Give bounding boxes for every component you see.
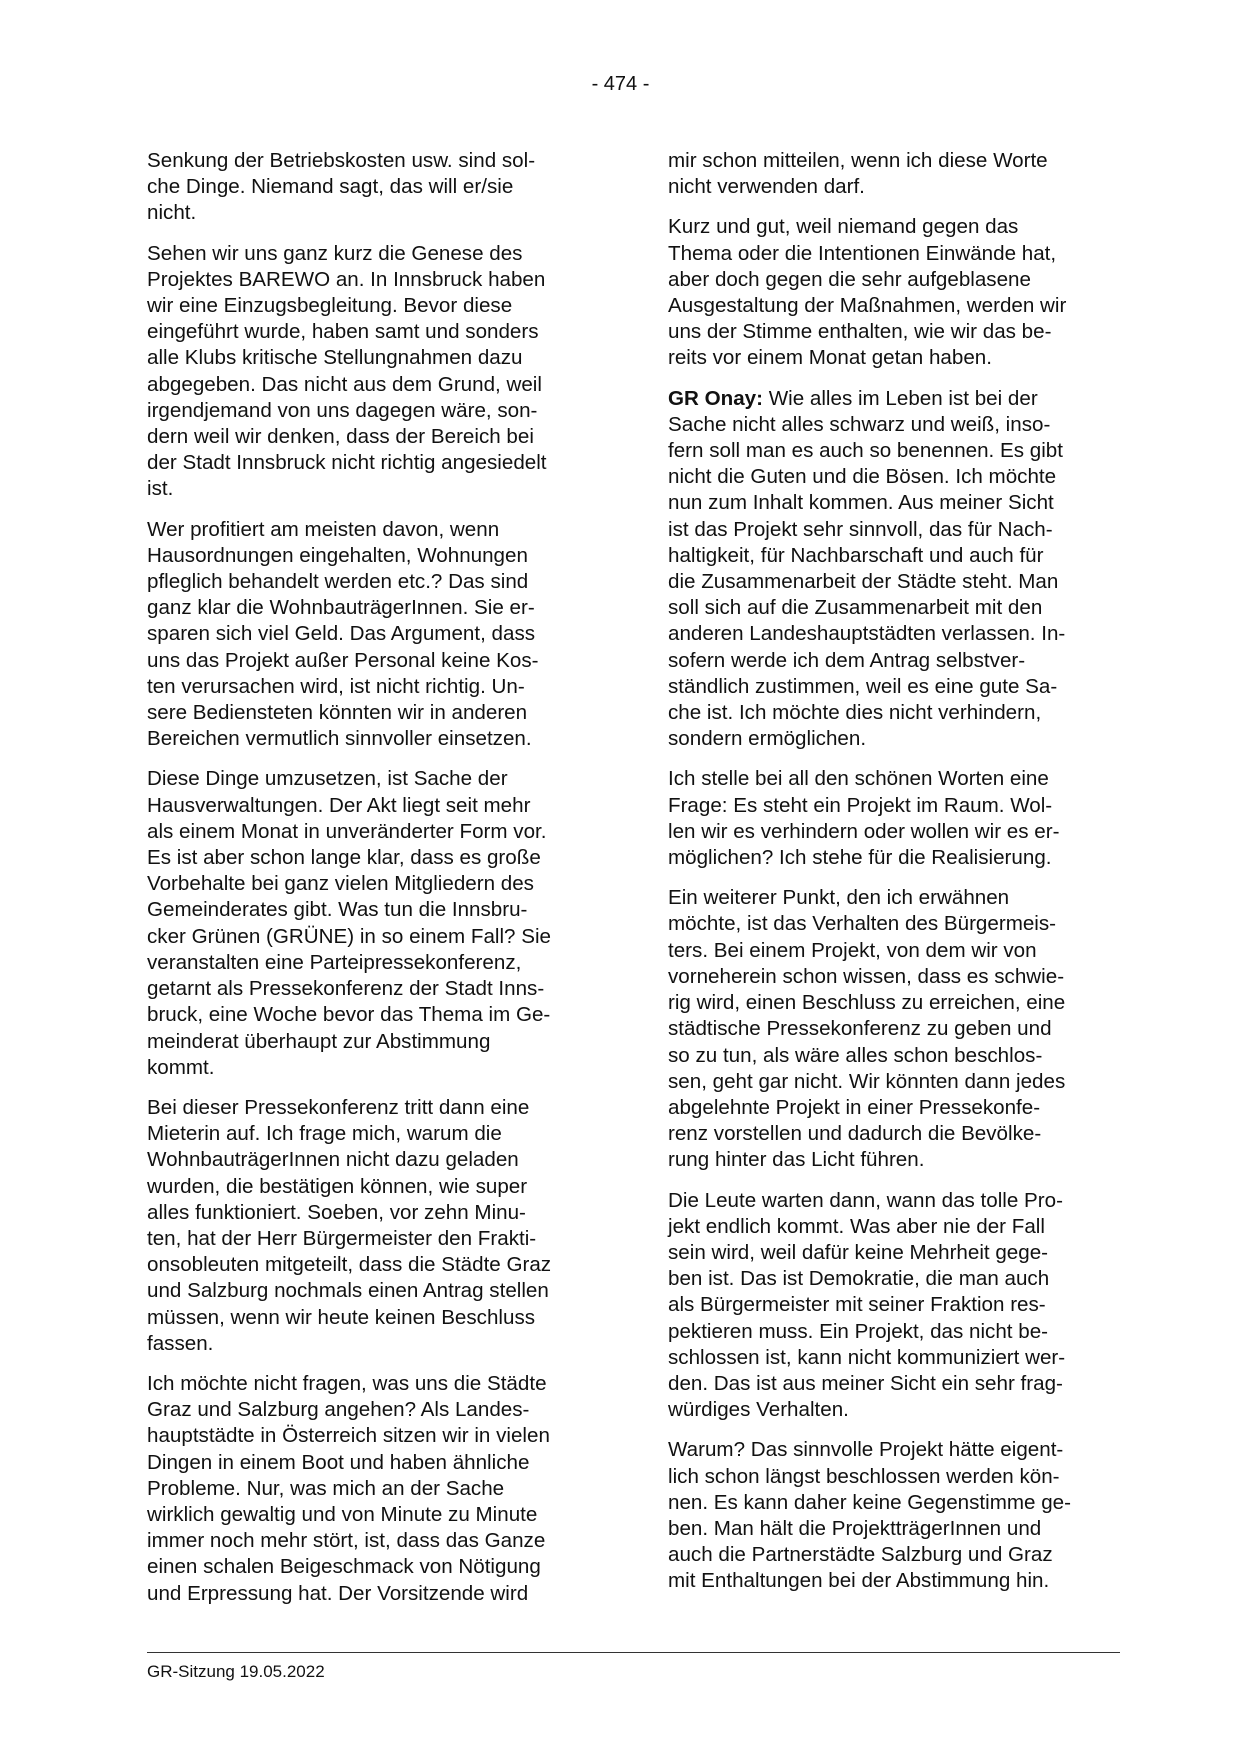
- footer-divider: [147, 1652, 1120, 1653]
- paragraph: Diese Dinge umzusetzen, ist Sache der Hausverwaltungen. Der Akt liegt seit mehr als einem Monat in unveränderter Form vor. Es ist aber schon lange klar, dass es große Vorbehalte bei ganz vielen Mitgliedern des Gemeinderates gibt. Was tun die Innsbru- cker Grünen (GRÜNE) in so einem Fall? Sie veranstalten eine Parteipressekonferenz, getarnt als Pressekonferenz der Stadt Inns- bruck, eine Woche bevor das Thema im Ge- meinderat überhaupt zur Abstimmung kommt.: [147, 767, 552, 1079]
- paragraph: Senkung der Betriebskosten usw. sind sol- che Dinge. Niemand sagt, das will er/sie nicht.: [147, 149, 536, 225]
- left-column: [147, 148, 593, 1621]
- paragraph: Sehen wir uns ganz kurz die Genese des Projektes BAREWO an. In Innsbruck haben wir eine Einzugsbegleitung. Bevor diese eingeführt wurde, haben samt und sonders alle Klubs kritische Stellungnahmen dazu abgegeben. Das nicht aus dem Grund, weil irgendjemand von uns dagegen wäre, son- dern weil wir denken, dass der Bereich bei der Stadt Innsbruck nicht richtig angesiedelt ist.: [147, 241, 547, 501]
- right-column: [668, 148, 1118, 1609]
- paragraph: Bei dieser Pressekonferenz tritt dann eine Mieterin auf. Ich frage mich, warum die WohnbauträgerInnen nicht dazu geladen wurden, die bestätigen können, wie super alles funktioniert. Soeben, vor zehn Minu- ten, hat der Herr Bürgermeister den Frakti- onsobleuten mitgeteilt, dass die Städte Graz und Salzburg nochmals einen Antrag stellen müssen, wenn wir heute keinen Beschluss fassen.: [147, 1095, 552, 1355]
- speaker-paragraph: [668, 386, 1118, 753]
- speaker-name: GR Onay:: [668, 386, 763, 410]
- paragraph: Wer profitiert am meisten davon, wenn Hausordnungen eingehalten, Wohnungen pfleglich behandelt werden etc.? Das sind ganz klar die WohnbauträgerInnen. Sie er- sparen sich viel Geld. Das Argument, dass uns das Projekt außer Personal keine Kos- ten verursachen wird, ist nicht richtig. Un- sere Bediensteten könnten wir in anderen Bereichen vermutlich sinnvoller einsetzen.: [147, 517, 539, 751]
- paragraph: Kurz und gut, weil niemand gegen das Thema oder die Intentionen Einwände hat, aber doch gegen die sehr aufgeblasene Ausgestaltung der Maßnahmen, werden wir uns der Stimme enthalten, wie wir das be- reits vor einem Monat getan haben.: [668, 215, 1067, 370]
- paragraph: Warum? Das sinnvolle Projekt hätte eigent- lich schon längst beschlossen werden kön- nen. Es kann daher keine Gegenstimme ge- ben. Man hält die ProjektträgerInnen und auch die Partnerstädte Salzburg und Graz mit Enthaltungen bei der Abstimmung hin.: [668, 1438, 1071, 1593]
- paragraph: Ich möchte nicht fragen, was uns die Städte Graz und Salzburg angehen? Als Landes- hauptstädte in Österreich sitzen wir in vielen Dingen in einem Boot und haben ähnliche Probleme. Nur, was mich an der Sache wirklich gewaltig und von Minute zu Minute immer noch mehr stört, ist, dass das Ganze einen schalen Beigeschmack von Nötigung und Erpressung hat. Der Vorsitzende wird: [147, 1371, 550, 1605]
- paragraph: Ein weiterer Punkt, den ich erwähnen möchte, ist das Verhalten des Bürgermeis- ters. Bei einem Projekt, von dem wir von vorneherein schon wissen, dass es schwie- rig wird, einen Beschluss zu erreichen, eine städtische Pressekonferenz zu geben und so zu tun, als wäre alles schon beschlos- sen, geht gar nicht. Wir könnten dann jedes abgelehnte Projekt in einer Pressekonfe- renz vorstellen und dadurch die Bevölke- rung hinter das Licht führen.: [668, 886, 1066, 1172]
- paragraph: mir schon mitteilen, wenn ich diese Worte nicht verwenden darf.: [668, 149, 1048, 199]
- footer-session-date: GR-Sitzung 19.05.2022: [147, 1662, 325, 1681]
- paragraph: Die Leute warten dann, wann das tolle Pro- jekt endlich kommt. Was aber nie der Fall sein wird, weil dafür keine Mehrheit gege- ben ist. Das ist Demokratie, die man auch als Bürgermeister mit seiner Fraktion res- pektieren muss. Ein Projekt, das nicht be- schlossen ist, kann nicht kommuniziert wer- den. Das ist aus meiner Sicht ein sehr frag- würdiges Verhalten.: [668, 1188, 1066, 1422]
- paragraph: Ich stelle bei all den schönen Worten eine Frage: Es steht ein Projekt im Raum. Wol- len wir es verhindern oder wollen wir es er- möglichen? Ich stehe für die Realisierung.: [668, 767, 1060, 870]
- page-number: - 474 -: [591, 73, 650, 95]
- speaker-text: Wie alles im Leben ist bei der Sache nicht alles schwarz und weiß, inso- fern soll man es auch so benennen. Es gibt nicht die Guten und die Bösen. Ich möchte nun zum Inhalt kommen. Aus meiner Sicht ist das Projekt sehr sinnvoll, das für Nach- haltigkeit, für Nachbarschaft und auch für die Zusammenarbeit der Städte steht. Man soll sich auf die Zusammenarbeit mit den anderen Landeshauptstädten verlassen. In- sofern werde ich dem Antrag selbstver- ständlich zustimmen, weil es eine gute Sa- che ist. Ich möchte dies nicht verhindern, sondern ermöglichen.: [668, 386, 1066, 751]
